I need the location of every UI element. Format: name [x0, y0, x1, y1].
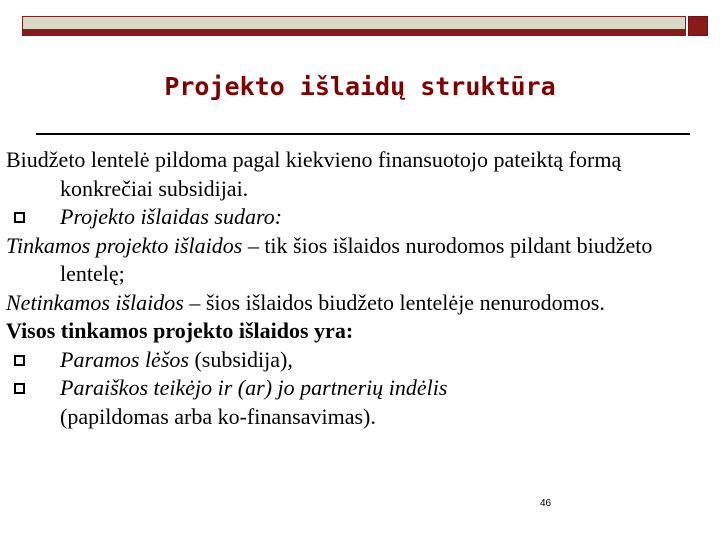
title-underline: [36, 133, 690, 135]
applicant-contribution-term: Paraiškos teikėjo ir (ar) jo partnerių indėlis: [60, 375, 448, 400]
ineligible-expenses-term: Netinkamos išlaidos: [6, 289, 184, 315]
slide-title: Projekto išlaidų struktūra: [164, 72, 556, 101]
page-number: 46: [540, 498, 552, 509]
header-corner-square: [688, 16, 708, 36]
bullet-expenses-consist-label: Projekto išlaidas sudaro:: [60, 204, 283, 229]
bullet-applicant-contribution: [6, 374, 706, 431]
checkbox-bullet-icon: [14, 212, 25, 223]
applicant-contribution-text: (papildomas arba ko-finansavimas).: [60, 403, 376, 429]
bullet-support-funds: [6, 346, 706, 375]
all-eligible-heading: [6, 317, 706, 346]
header-bar: [22, 16, 686, 36]
bullet-expenses-consist: [6, 203, 706, 232]
eligible-expenses-term: Tinkamos projekto išlaidos: [6, 232, 243, 258]
header-bar-stripe: [23, 29, 685, 35]
checkbox-bullet-icon: [14, 383, 25, 394]
eligible-expenses-paragraph: [6, 232, 706, 289]
slide-body: [6, 146, 706, 431]
ineligible-expenses-text: – šios išlaidos biudžeto lentelėje nenurodomos.: [183, 289, 605, 315]
all-eligible-heading-text: Visos tinkamos projekto išlaidos yra:: [6, 318, 354, 343]
intro-paragraph: Biudžeto lentelė pildoma pagal kiekvieno finansuotojo pateiktą formą konkrečiai subsidijai.: [6, 147, 622, 201]
eligible-expenses-text: – tik šios išlaidos nurodomos pildant biudžeto lentelę;: [60, 232, 653, 286]
support-funds-term: Paramos lėšos: [60, 346, 189, 372]
checkbox-bullet-icon: [14, 355, 25, 366]
ineligible-expenses-paragraph: [6, 289, 706, 318]
support-funds-text: (subsidija),: [188, 346, 293, 372]
